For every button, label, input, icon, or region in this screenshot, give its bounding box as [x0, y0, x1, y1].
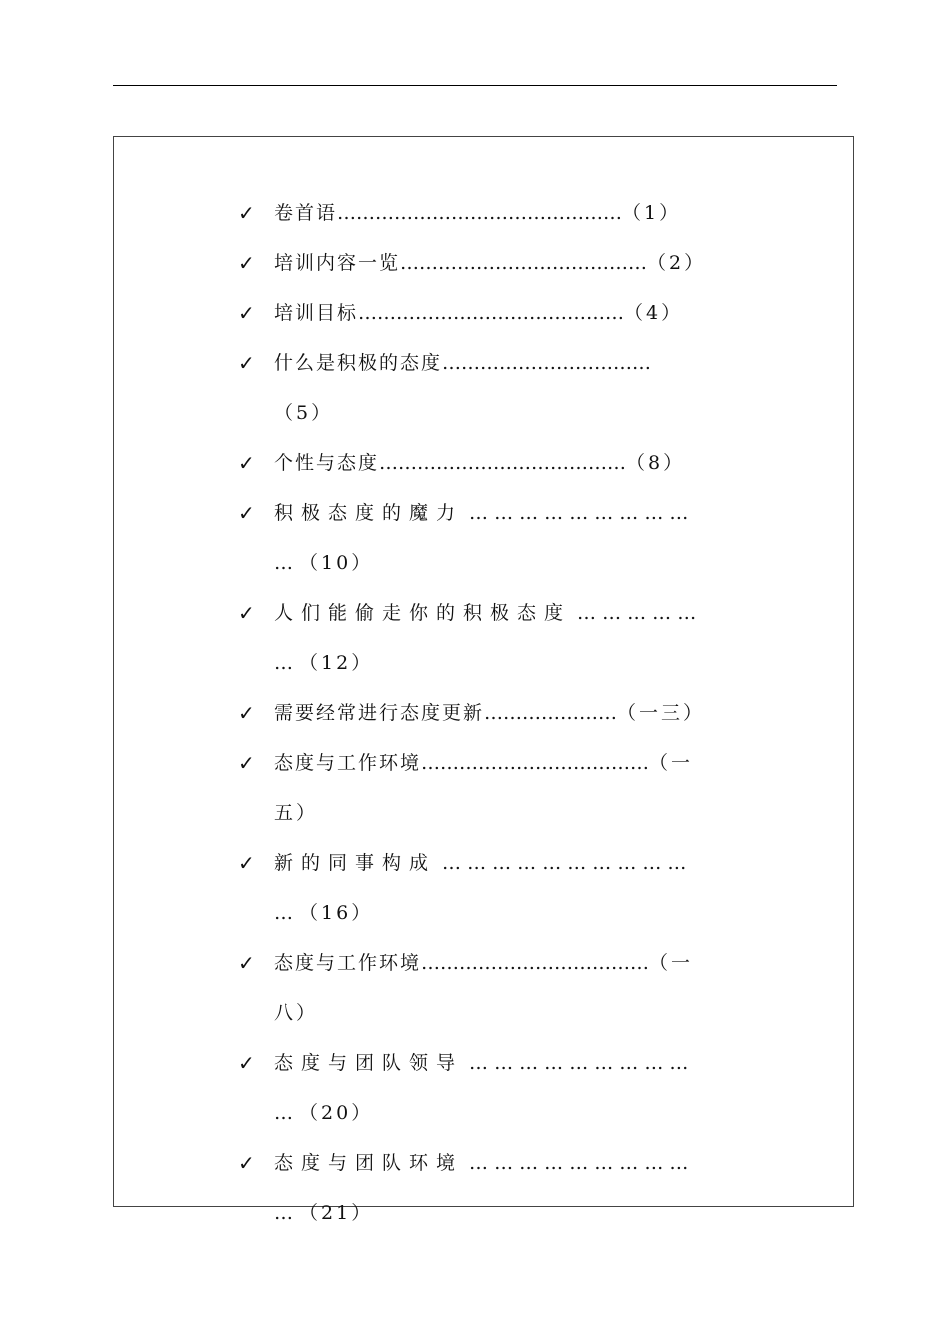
checkmark-icon: ✓ [238, 701, 257, 725]
toc-page-number: （10） [299, 552, 374, 574]
toc-entry[interactable] [238, 688, 710, 738]
toc-leader-dots: ………………………………… [400, 252, 648, 274]
toc-page-number: （1） [622, 202, 682, 224]
toc-page-number: （21） [299, 1202, 374, 1224]
toc-page-number: （20） [299, 1102, 374, 1124]
toc-leader-dots: ……………………………… [421, 952, 650, 974]
toc-page-number: （5） [274, 402, 334, 424]
toc-entry[interactable] [238, 838, 710, 938]
toc-entry-title: 卷首语 [274, 202, 338, 224]
toc-leader-dots: ………………… [484, 702, 618, 724]
toc-page-number: （一八） [274, 952, 694, 1024]
toc-leader-dots: ………………………………… [379, 452, 627, 474]
checkmark-icon: ✓ [238, 451, 257, 475]
toc-entry-title: 态度与团队环境 [274, 1152, 464, 1174]
toc-entry[interactable] [238, 188, 710, 238]
table-of-contents [238, 188, 710, 1238]
toc-page-number: （一五） [274, 752, 694, 824]
toc-entry-title: 人们能偷走你的积极态度 [274, 602, 572, 624]
toc-page-number: （8） [626, 452, 686, 474]
toc-entry[interactable] [238, 338, 710, 438]
checkmark-icon: ✓ [238, 501, 257, 525]
toc-leader-dots: ……………………………………… [337, 202, 623, 224]
toc-entry-title: 新的同事构成 [274, 852, 437, 874]
toc-entry-title: 需要经常进行态度更新 [274, 702, 485, 724]
toc-entry-title: 培训目标 [274, 302, 359, 324]
toc-page-number: （2） [647, 252, 707, 274]
toc-page-number: （12） [299, 652, 374, 674]
header-rule [113, 85, 837, 86]
toc-leader-dots: …………………………… [442, 352, 652, 374]
toc-leader-dots: … … … … … … … … … … … [274, 852, 687, 924]
toc-entry-title: 什么是积极的态度 [274, 352, 443, 374]
toc-leader-dots: …………………………………… [358, 302, 625, 324]
toc-entry[interactable] [238, 288, 710, 338]
toc-entry[interactable] [238, 438, 710, 488]
toc-entry[interactable] [238, 1138, 710, 1238]
toc-leader-dots: ……………………………… [421, 752, 650, 774]
toc-entry[interactable] [238, 1038, 710, 1138]
toc-entry[interactable] [238, 588, 710, 688]
toc-page-number: （4） [624, 302, 684, 324]
checkmark-icon: ✓ [238, 851, 257, 875]
toc-entry[interactable] [238, 738, 710, 838]
toc-entry[interactable] [238, 938, 710, 1038]
toc-leader-dots: … … … … … … … … … … [274, 502, 689, 574]
checkmark-icon: ✓ [238, 351, 257, 375]
toc-leader-dots: … … … … … … … … … … [274, 1052, 689, 1124]
checkmark-icon: ✓ [238, 1151, 257, 1175]
toc-page-number: （一三） [617, 702, 706, 724]
toc-entry-title: 态度与团队领导 [274, 1052, 464, 1074]
toc-entry[interactable] [238, 238, 710, 288]
checkmark-icon: ✓ [238, 751, 257, 775]
toc-entry-title: 个性与态度 [274, 452, 380, 474]
toc-entry-title: 态度与工作环境 [274, 952, 422, 974]
toc-page-number: （16） [299, 902, 374, 924]
checkmark-icon: ✓ [238, 951, 257, 975]
checkmark-icon: ✓ [238, 201, 257, 225]
checkmark-icon: ✓ [238, 301, 257, 325]
toc-entry[interactable] [238, 488, 710, 588]
toc-entry-title: 态度与工作环境 [274, 752, 422, 774]
checkmark-icon: ✓ [238, 1051, 257, 1075]
checkmark-icon: ✓ [238, 251, 257, 275]
toc-leader-dots: … … … … … … [274, 602, 697, 674]
checkmark-icon: ✓ [238, 601, 257, 625]
toc-entry-title: 积极态度的魔力 [274, 502, 464, 524]
toc-leader-dots: … … … … … … … … … … [274, 1152, 689, 1224]
toc-entry-title: 培训内容一览 [274, 252, 401, 274]
